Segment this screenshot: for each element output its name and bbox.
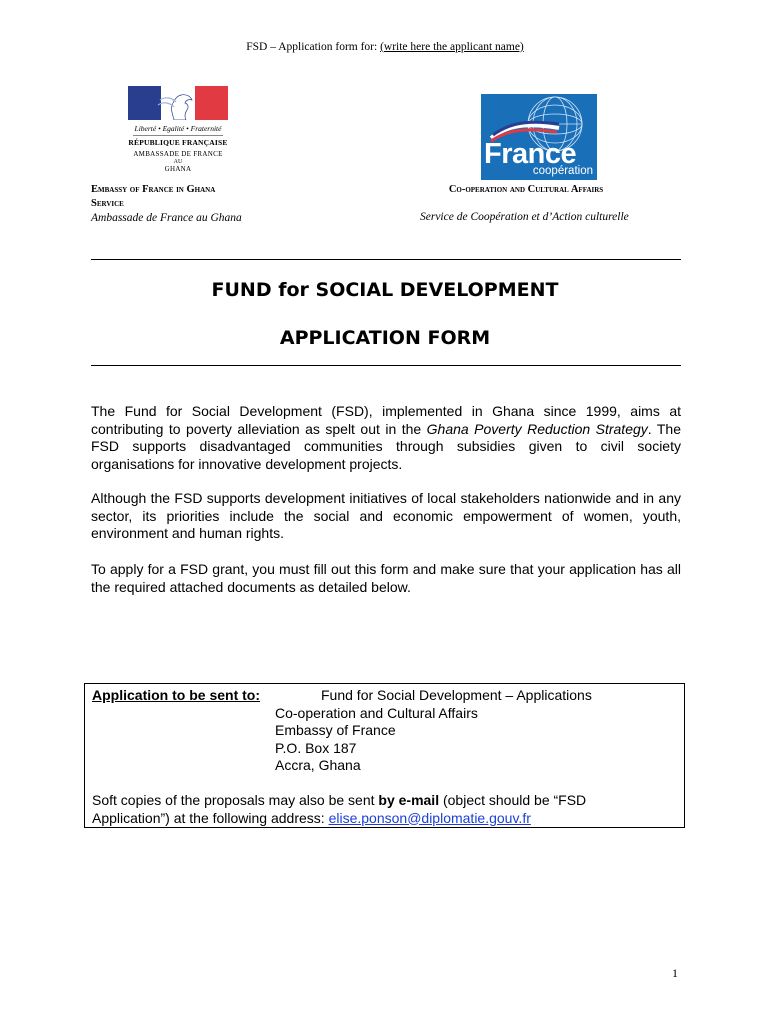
- republique-francaise-logo: [125, 86, 231, 173]
- bottom-divider: [91, 365, 681, 366]
- france-cooperation-logo: [481, 94, 597, 180]
- republic-name: RÉPUBLIQUE FRANÇAISE: [128, 138, 228, 147]
- tricolor-flag-icon: [128, 86, 228, 120]
- send-to-label: Application to be sent to:: [92, 687, 260, 703]
- instructions-paragraph: To apply for a FSD grant, you must fill out this form and make sure that your application has all the required attached documents as detailed below.: [91, 561, 681, 595]
- address-line: P.O. Box 187: [275, 739, 357, 756]
- header-prefix: FSD – Application form for:: [246, 41, 381, 53]
- form-subtitle: APPLICATION FORM: [279, 327, 491, 349]
- intro-strategy-italic: Ghana Poverty Reduction Strategy: [426, 420, 648, 437]
- embassy-name: Embassy of France in Ghana: [91, 184, 216, 195]
- intro-paragraph: [91, 403, 681, 473]
- application-address-box: [84, 683, 685, 828]
- soft-copy-text-a: Soft copies of the proposals may also be sent: [92, 792, 379, 808]
- logo-divider: [133, 135, 223, 136]
- ghana-label: GHANA: [164, 165, 192, 173]
- france-wordmark: France: [484, 138, 577, 170]
- address-line: Accra, Ghana: [275, 757, 361, 773]
- embassy-block-right: [406, 183, 666, 224]
- soft-copy-line-2: [92, 810, 531, 828]
- soft-copy-text-b: (object should be “FSD: [439, 792, 587, 808]
- address-line: Co-operation and Cultural Affairs: [275, 704, 478, 721]
- embassy-name-french: Ambassade de France au Ghana: [91, 212, 242, 224]
- soft-copy-text-c: Application”) at the following address:: [92, 809, 329, 826]
- motto: Liberté • Egalité • Fraternité: [134, 124, 222, 133]
- ambassade-label: AMBASSADE DE FRANCE: [133, 150, 223, 158]
- cooperation-service-french: Service de Coopération et d’Action culturelle: [420, 211, 629, 223]
- soft-copy-line: [92, 792, 677, 810]
- address-line: Fund for Social Development – Applications: [321, 687, 592, 703]
- au-label: AU: [173, 159, 183, 165]
- top-divider: [91, 259, 681, 260]
- by-email-bold: by e-mail: [378, 792, 440, 808]
- intro-text-a: The Fund for Social Development (FSD), implemented in Ghana since 1999, aims at contributing to poverty alleviation as spelt out in the: [91, 403, 681, 437]
- cooperation-wordmark: coopération: [532, 165, 593, 177]
- embassy-block-left: [91, 183, 242, 225]
- priorities-paragraph: Although the FSD supports development initiatives of local stakeholders nationwide and in any sector, its priorities include the social and economic empowerment of women, youth, environment and human rights.: [91, 490, 681, 541]
- cooperation-service-name: Co-operation and Cultural Affairs: [448, 184, 604, 195]
- address-line: Embassy of France: [275, 722, 396, 738]
- email-link[interactable]: elise.ponson@diplomatie.gouv.fr: [328, 809, 531, 826]
- marianne-profile-icon: [146, 86, 206, 120]
- applicant-name-placeholder[interactable]: (write here the applicant name): [380, 41, 524, 53]
- running-header: [0, 41, 770, 53]
- form-title: FUND for SOCIAL DEVELOPMENT: [211, 279, 559, 301]
- service-label: Service: [91, 198, 124, 209]
- page-number: 1: [672, 966, 678, 980]
- intro-text-b: . The FSD supports disadvantaged communities through subsidies given to civil society organisations for innovative development projects.: [91, 420, 681, 472]
